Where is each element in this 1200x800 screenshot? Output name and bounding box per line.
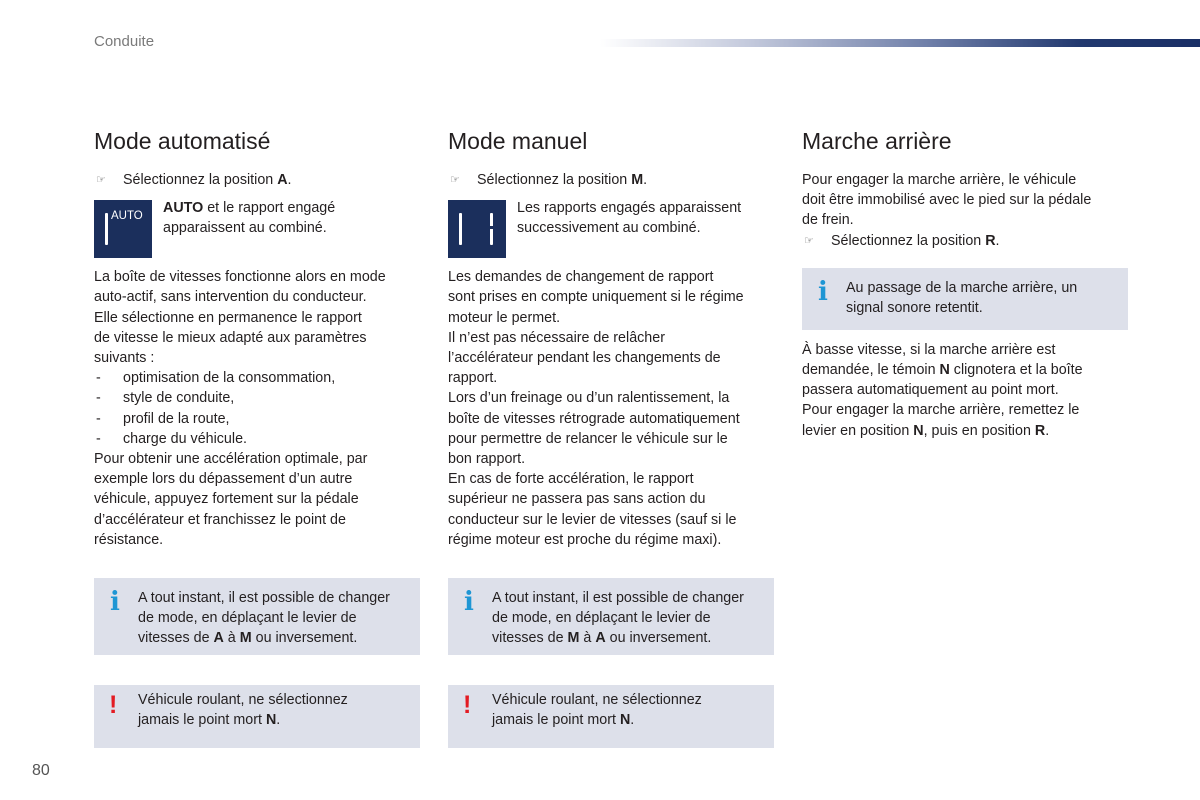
info-box-manual: i A tout instant, il est possible de changer de mode, en déplaçant le levier de vitesses de M à A ou inversement.	[448, 578, 774, 655]
badge-row-manual	[448, 200, 774, 258]
section-header: Conduite	[94, 33, 155, 50]
warning-icon: !	[463, 691, 472, 719]
reverse-body-text: À basse vitesse, si la marche arrière est demandée, le témoin N clignotera et la boîte passera automatiquement au point mort. Pour engager la marche arrière, remettez le levier en position N, puis en position R.	[802, 341, 1083, 439]
list-item: - optimisation de la consommation,	[96, 370, 336, 387]
heading-manual-mode: Mode manuel	[448, 128, 588, 154]
column-manual-mode	[448, 126, 774, 729]
column-reverse	[802, 126, 1128, 441]
pointing-hand-icon: ☞	[804, 234, 814, 247]
header-gradient-bar	[600, 39, 1200, 47]
list-item: - style de conduite,	[96, 390, 235, 407]
info-box-auto: i A tout instant, il est possible de changer de mode, en déplaçant le levier de vitesses de A à M ou inversement.	[94, 578, 420, 655]
heading-automatic-mode: Mode automatisé	[94, 128, 271, 154]
info-icon: i	[110, 587, 120, 617]
manual-display-icon	[448, 200, 506, 258]
page-number: 80	[32, 762, 50, 779]
column-automatic-mode	[94, 126, 420, 729]
info-box-reverse: i Au passage de la marche arrière, un signal sonore retentit.	[802, 268, 1128, 330]
info-icon: i	[818, 276, 828, 307]
reverse-intro: Pour engager la marche arrière, le véhicule doit être immobilisé avec le pied sur la pédale de frein.	[802, 172, 1092, 229]
badge-caption: AUTO et le rapport engagé apparaissent au combiné.	[163, 200, 336, 237]
step-select-m: ☞ Sélectionnez la position M.	[448, 170, 774, 190]
badge-row-auto	[94, 200, 420, 258]
auto-body-text: La boîte de vitesses fonctionne alors en mode auto-actif, sans intervention du conducteur. Elle sélectionne en permanence le rapport de vitesse le mieux adapté aux paramètres suivants : - optimisation de la consommation, - style de conduite, - profil de la route, - charge du véhicule. Pour obtenir une accélération optimale, par exemple lors du dépassement d’un autre véhicule, appuyez fortement sur la pédale d’accélérateur et franchissez le point de résistance.	[94, 267, 420, 550]
warning-box-auto: ! Véhicule roulant, ne sélectionnez jamais le point mort N.	[94, 685, 420, 748]
list-item: - profil de la route,	[96, 410, 230, 427]
step-select-a: ☞ Sélectionnez la position A.	[94, 170, 420, 190]
warning-icon: !	[109, 691, 118, 719]
heading-reverse: Marche arrière	[802, 128, 952, 154]
step-select-r: ☞ Sélectionnez la position R.	[802, 231, 1128, 251]
info-icon: i	[464, 587, 474, 617]
badge-caption: Les rapports engagés apparaissent successivement au combiné.	[517, 200, 742, 237]
pointing-hand-icon: ☞	[450, 174, 460, 186]
list-item: - charge du véhicule.	[96, 430, 247, 447]
warning-box-manual: ! Véhicule roulant, ne sélectionnez jamais le point mort N.	[448, 685, 774, 748]
pointing-hand-icon: ☞	[96, 174, 106, 186]
manual-body-text: Les demandes de changement de rapport sont prises en compte uniquement si le régime moteur le permet. Il n’est pas nécessaire de relâcher l’accélérateur pendant les changements de rapport. Lors d’un freinage ou d’un ralentissement, la boîte de vitesses rétrograde automatiquement pour permettre de relancer le véhicule sur le bon rapport. En cas de forte accélération, le rapport supérieur ne passera pas sans action du conducteur sur le levier de vitesses (sauf si le régime moteur est proche du régime maxi).	[448, 269, 744, 548]
auto-display-icon: AUTO	[94, 200, 152, 258]
